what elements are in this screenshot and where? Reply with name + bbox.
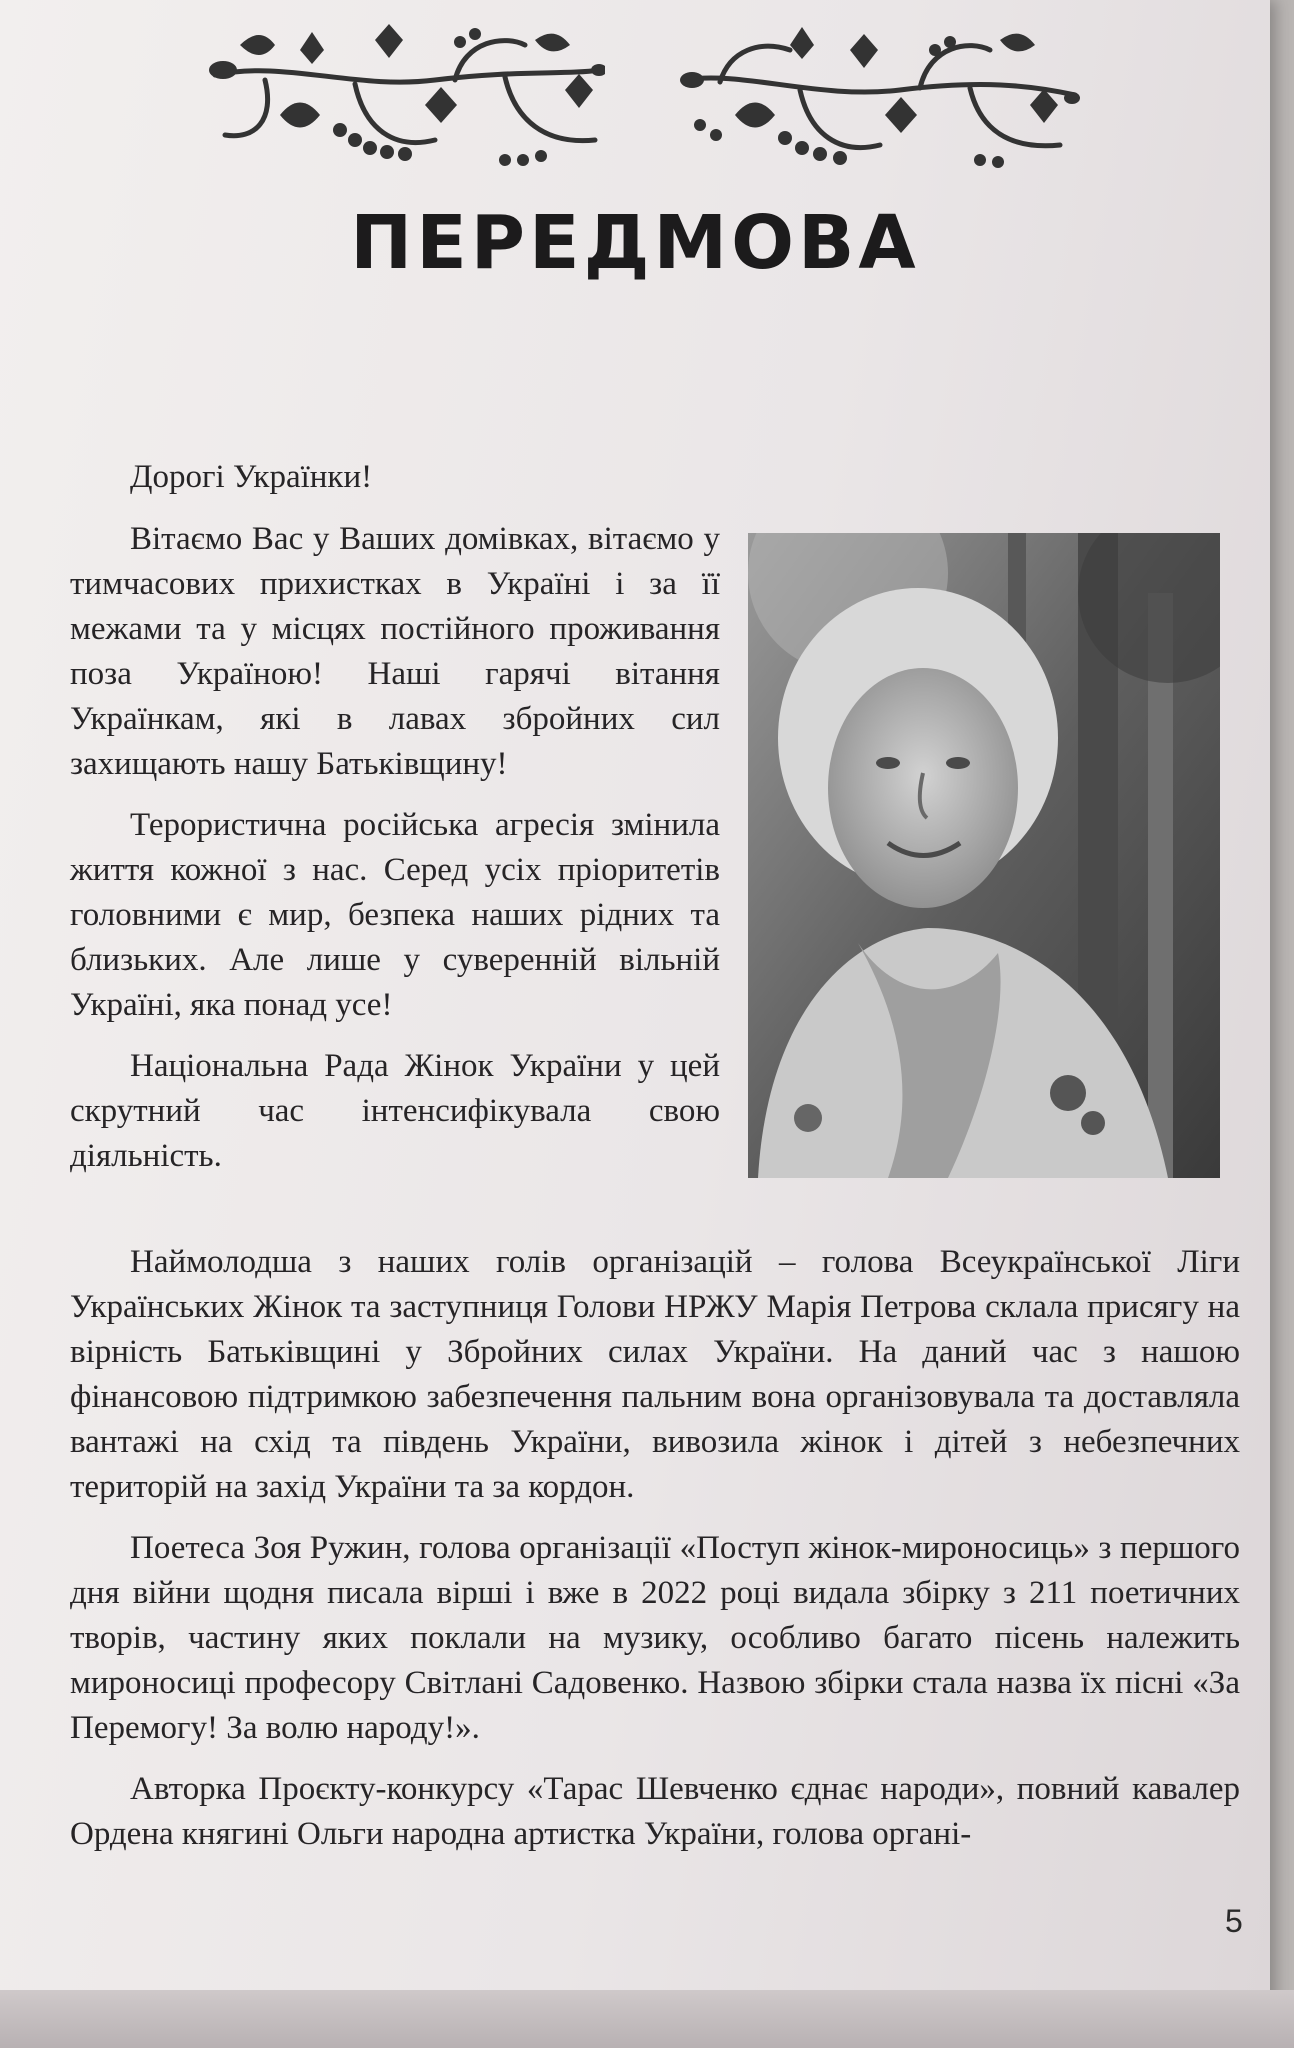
page-title: ПЕРЕДМОВА <box>350 200 920 286</box>
paragraph: Вітаємо Вас у Ваших домівках, вітаємо у тимчасових прихистках в Україні і за її межами та у місцях постійного проживання поза Україною! Наші гарячі вітання Українкам, які в лавах збройних сил захищають нашу Батьківщину! <box>70 521 720 782</box>
greeting: Дорогі Українки! <box>130 459 373 495</box>
page-number: 5 <box>1225 1903 1243 1939</box>
underlying-surface <box>0 1990 1294 2048</box>
paragraph: Терористична російська агресія змінила життя кожної з нас. Серед усіх пріоритетів головними є мир, безпека наших рідних та близьких. Але лише у суверенній вільній Україні, яка понад усе! <box>70 807 720 1023</box>
portrait-photo <box>748 533 1220 1178</box>
text-column-beside-photo <box>70 517 720 1195</box>
paragraph: Наймолодша з наших голів організацій – голова Всеукраїнської Ліги Українських Жінок та заступниця Голови НРЖУ Марія Петрова склала присягу на вірність Батьківщині у Збройних силах України. На даний час з нашою фінансовою підтримкою забезпечення пальним вона організовувала та доставляла вантажі на схід та південь України, вивозила жінок і дітей з небезпечних територій на захід України та за кордон. <box>70 1244 1240 1505</box>
paragraph: Поетеса Зоя Ружин, голова організації «Поступ жінок-мироносиць» з першого дня війни щодня писала вірші і вже в 2022 році видала збірку з 211 поетичних творів, частину яких поклали на музику, особливо багато пісень належить мироносиці професору Світлані Садовенко. Назвою збірки стала назва їх пісні «За Перемогу! За волю народу!». <box>70 1530 1240 1746</box>
floral-ornament-right <box>680 20 1080 180</box>
floral-ornament-left <box>205 20 605 180</box>
text-column-full <box>70 1240 1240 1873</box>
paragraph: Авторка Проєкту-конкурсу «Тарас Шевченко єднає народи», повний кавалер Ордена княгині Ольги народна артистка України, голова органі- <box>70 1771 1240 1852</box>
paragraph: Національна Рада Жінок України у цей скрутний час інтенсифікувала свою діяльність. <box>70 1048 720 1174</box>
